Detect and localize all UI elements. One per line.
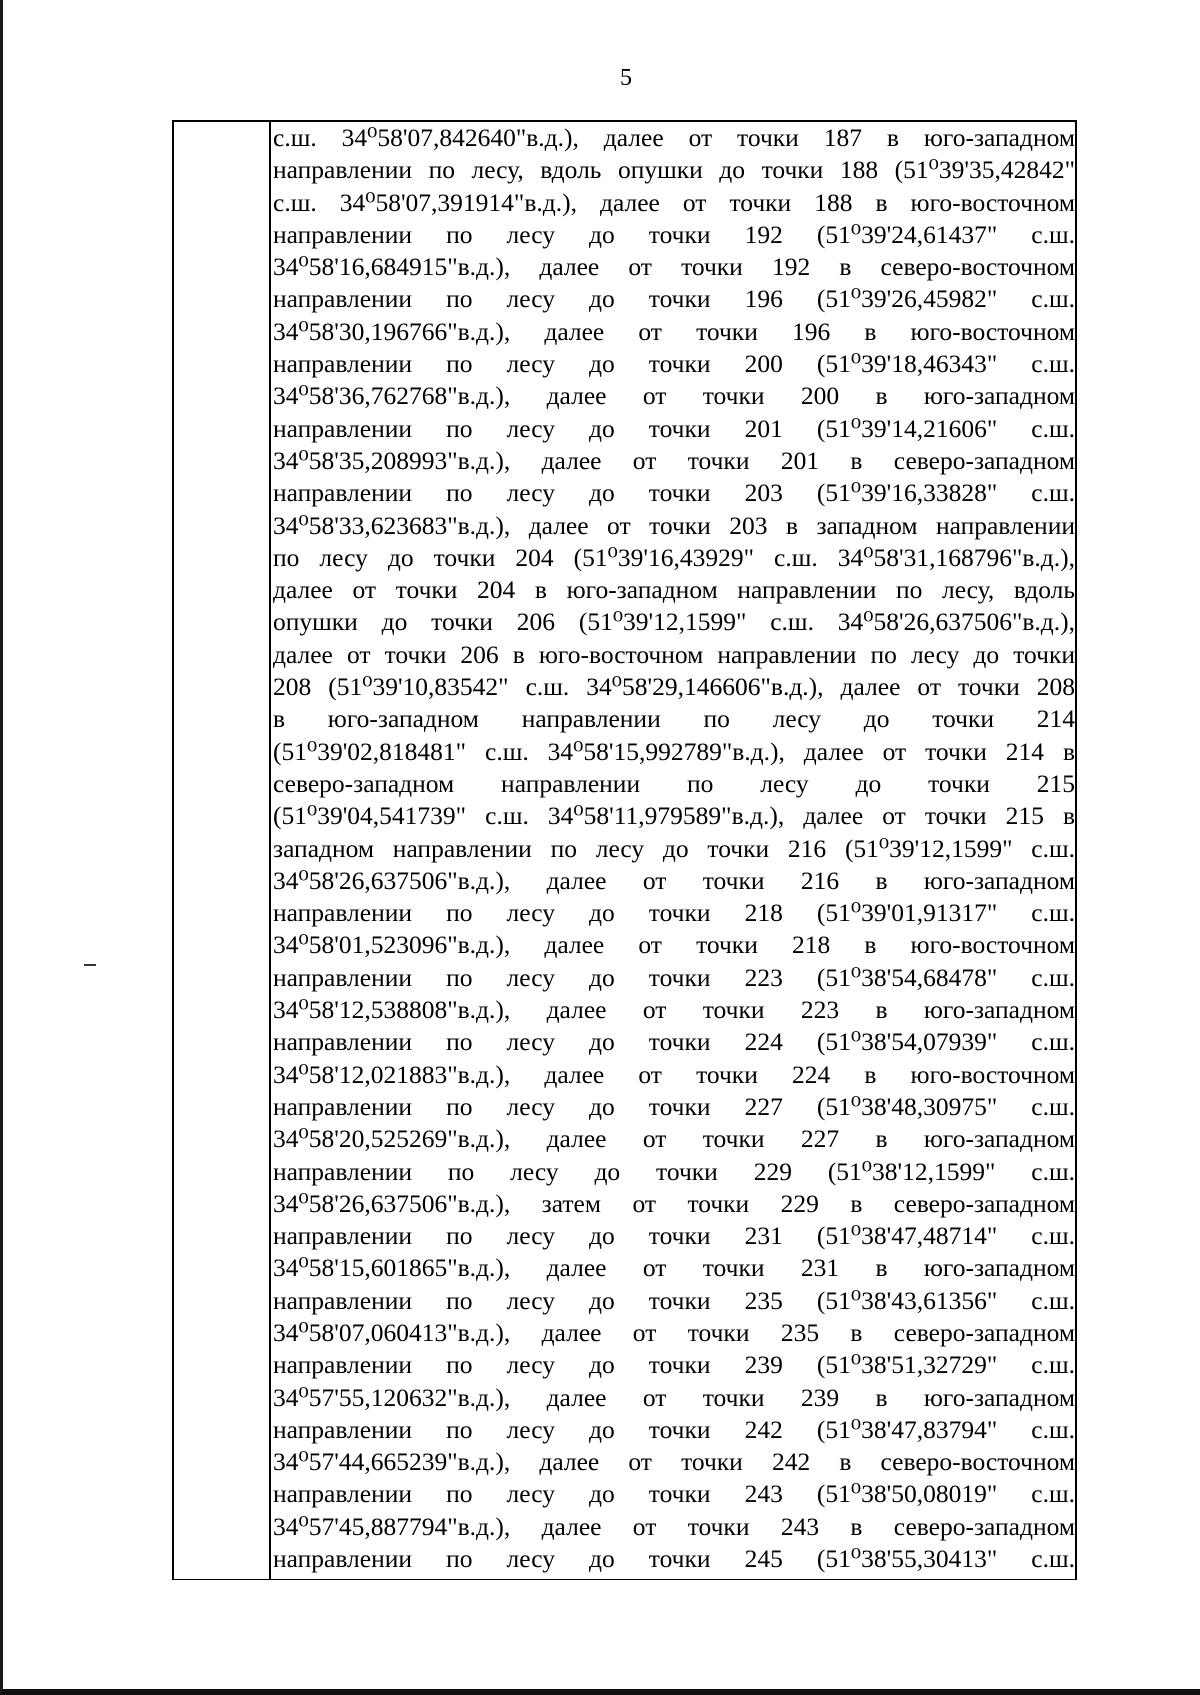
text-line: направлении по лесу до точки 192 (51⁰39'24,61437" с.ш. [273, 219, 1075, 249]
text-line: 34⁰58'15,601865"в.д.), далее от точки 231 в юго-западном [273, 1253, 1075, 1283]
text-line: 34⁰58'26,637506"в.д.), затем от точки 229 в северо-западном [273, 1188, 1075, 1218]
text-line: (51⁰39'04,541739" с.ш. 34⁰58'11,979589"в.д.), далее от точки 215 в [273, 801, 1075, 831]
text-line: 34⁰58'36,762768"в.д.), далее от точки 200 в юго-западном [273, 381, 1075, 411]
text-line: опушки до точки 206 (51⁰39'12,1599" с.ш. 34⁰58'26,637506"в.д.), [273, 607, 1075, 637]
text-line: направлении по лесу до точки 245 (51⁰38'55,30413" с.ш. [273, 1544, 1075, 1574]
text-line: 34⁰57'55,120632"в.д.), далее от точки 239 в юго-западном [273, 1382, 1075, 1412]
text-line: направлении по лесу до точки 203 (51⁰39'16,33828" с.ш. [273, 478, 1075, 508]
text-line: (51⁰39'02,818481" с.ш. 34⁰58'15,992789"в.д.), далее от точки 214 в [273, 736, 1075, 766]
text-line: западном направлении по лесу до точки 216 (51⁰39'12,1599" с.ш. [273, 833, 1075, 863]
text-line: 34⁰58'35,208993"в.д.), далее от точки 201 в северо-западном [273, 445, 1075, 475]
text-line: в юго-западном направлении по лесу до точки 214 [273, 704, 1075, 734]
text-line: направлении по лесу до точки 200 (51⁰39'18,46343" с.ш. [273, 349, 1075, 379]
text-line: направлении по лесу до точки 229 (51⁰38'12,1599" с.ш. [273, 1156, 1075, 1186]
text-line: далее от точки 204 в юго-западном направлении по лесу, вдоль [273, 575, 1075, 605]
text-line: далее от точки 206 в юго-восточном направлении по лесу до точки [273, 639, 1075, 669]
text-line: 34⁰58'01,523096"в.д.), далее от точки 218 в юго-восточном [273, 930, 1075, 960]
page-number: 5 [620, 65, 632, 91]
text-line: направлении по лесу, вдоль опушки до точки 188 (51⁰39'35,42842" [273, 155, 1075, 185]
text-line: 34⁰58'16,684915"в.д.), далее от точки 192 в северо-восточном [273, 252, 1075, 282]
boundary-description-cell [273, 122, 1075, 1575]
text-line: 34⁰57'45,887794"в.д.), далее от точки 243 в северо-западном [273, 1511, 1075, 1541]
text-line: 34⁰58'30,196766"в.д.), далее от точки 196 в юго-восточном [273, 316, 1075, 346]
text-line: направлении по лесу до точки 235 (51⁰38'43,61356" с.ш. [273, 1285, 1075, 1315]
column-divider [269, 122, 271, 1579]
text-line: 208 (51⁰39'10,83542" с.ш. 34⁰58'29,146606"в.д.), далее от точки 208 [273, 672, 1075, 702]
text-line: 34⁰58'07,060413"в.д.), далее от точки 235 в северо-западном [273, 1317, 1075, 1347]
text-line: направлении по лесу до точки 243 (51⁰38'50,08019" с.ш. [273, 1479, 1075, 1509]
text-line: северо-западном направлении по лесу до точки 215 [273, 768, 1075, 798]
text-line: с.ш. 34⁰58'07,391914"в.д.), далее от точки 188 в юго-восточном [273, 187, 1075, 217]
text-line: направлении по лесу до точки 242 (51⁰38'47,83794" с.ш. [273, 1414, 1075, 1444]
text-line: 34⁰58'12,021883"в.д.), далее от точки 224 в юго-восточном [273, 1059, 1075, 1089]
text-line: направлении по лесу до точки 239 (51⁰38'51,32729" с.ш. [273, 1350, 1075, 1380]
empty-left-cell [174, 122, 269, 1579]
scan-artifact [84, 964, 96, 966]
document-table [172, 120, 1077, 1580]
text-line: направлении по лесу до точки 201 (51⁰39'14,21606" с.ш. [273, 413, 1075, 443]
text-line: 34⁰58'26,637506"в.д.), далее от точки 216 в юго-западном [273, 865, 1075, 895]
text-line: направлении по лесу до точки 231 (51⁰38'47,48714" с.ш. [273, 1221, 1075, 1251]
text-line: 34⁰58'33,623683"в.д.), далее от точки 203 в западном направлении [273, 510, 1075, 540]
text-line: с.ш. 34⁰58'07,842640"в.д.), далее от точки 187 в юго-западном [273, 123, 1075, 152]
text-line: направлении по лесу до точки 218 (51⁰39'01,91317" с.ш. [273, 898, 1075, 928]
text-line: направлении по лесу до точки 223 (51⁰38'54,68478" с.ш. [273, 962, 1075, 992]
text-line: направлении по лесу до точки 227 (51⁰38'48,30975" с.ш. [273, 1091, 1075, 1121]
text-line: по лесу до точки 204 (51⁰39'16,43929" с.ш. 34⁰58'31,168796"в.д.), [273, 542, 1075, 572]
text-line: направлении по лесу до точки 196 (51⁰39'26,45982" с.ш. [273, 284, 1075, 314]
text-line: 34⁰58'12,538808"в.д.), далее от точки 223 в юго-западном [273, 995, 1075, 1025]
text-line: направлении по лесу до точки 224 (51⁰38'54,07939" с.ш. [273, 1027, 1075, 1057]
text-line: 34⁰57'44,665239"в.д.), далее от точки 242 в северо-восточном [273, 1447, 1075, 1477]
text-line: 34⁰58'20,525269"в.д.), далее от точки 227 в юго-западном [273, 1124, 1075, 1154]
